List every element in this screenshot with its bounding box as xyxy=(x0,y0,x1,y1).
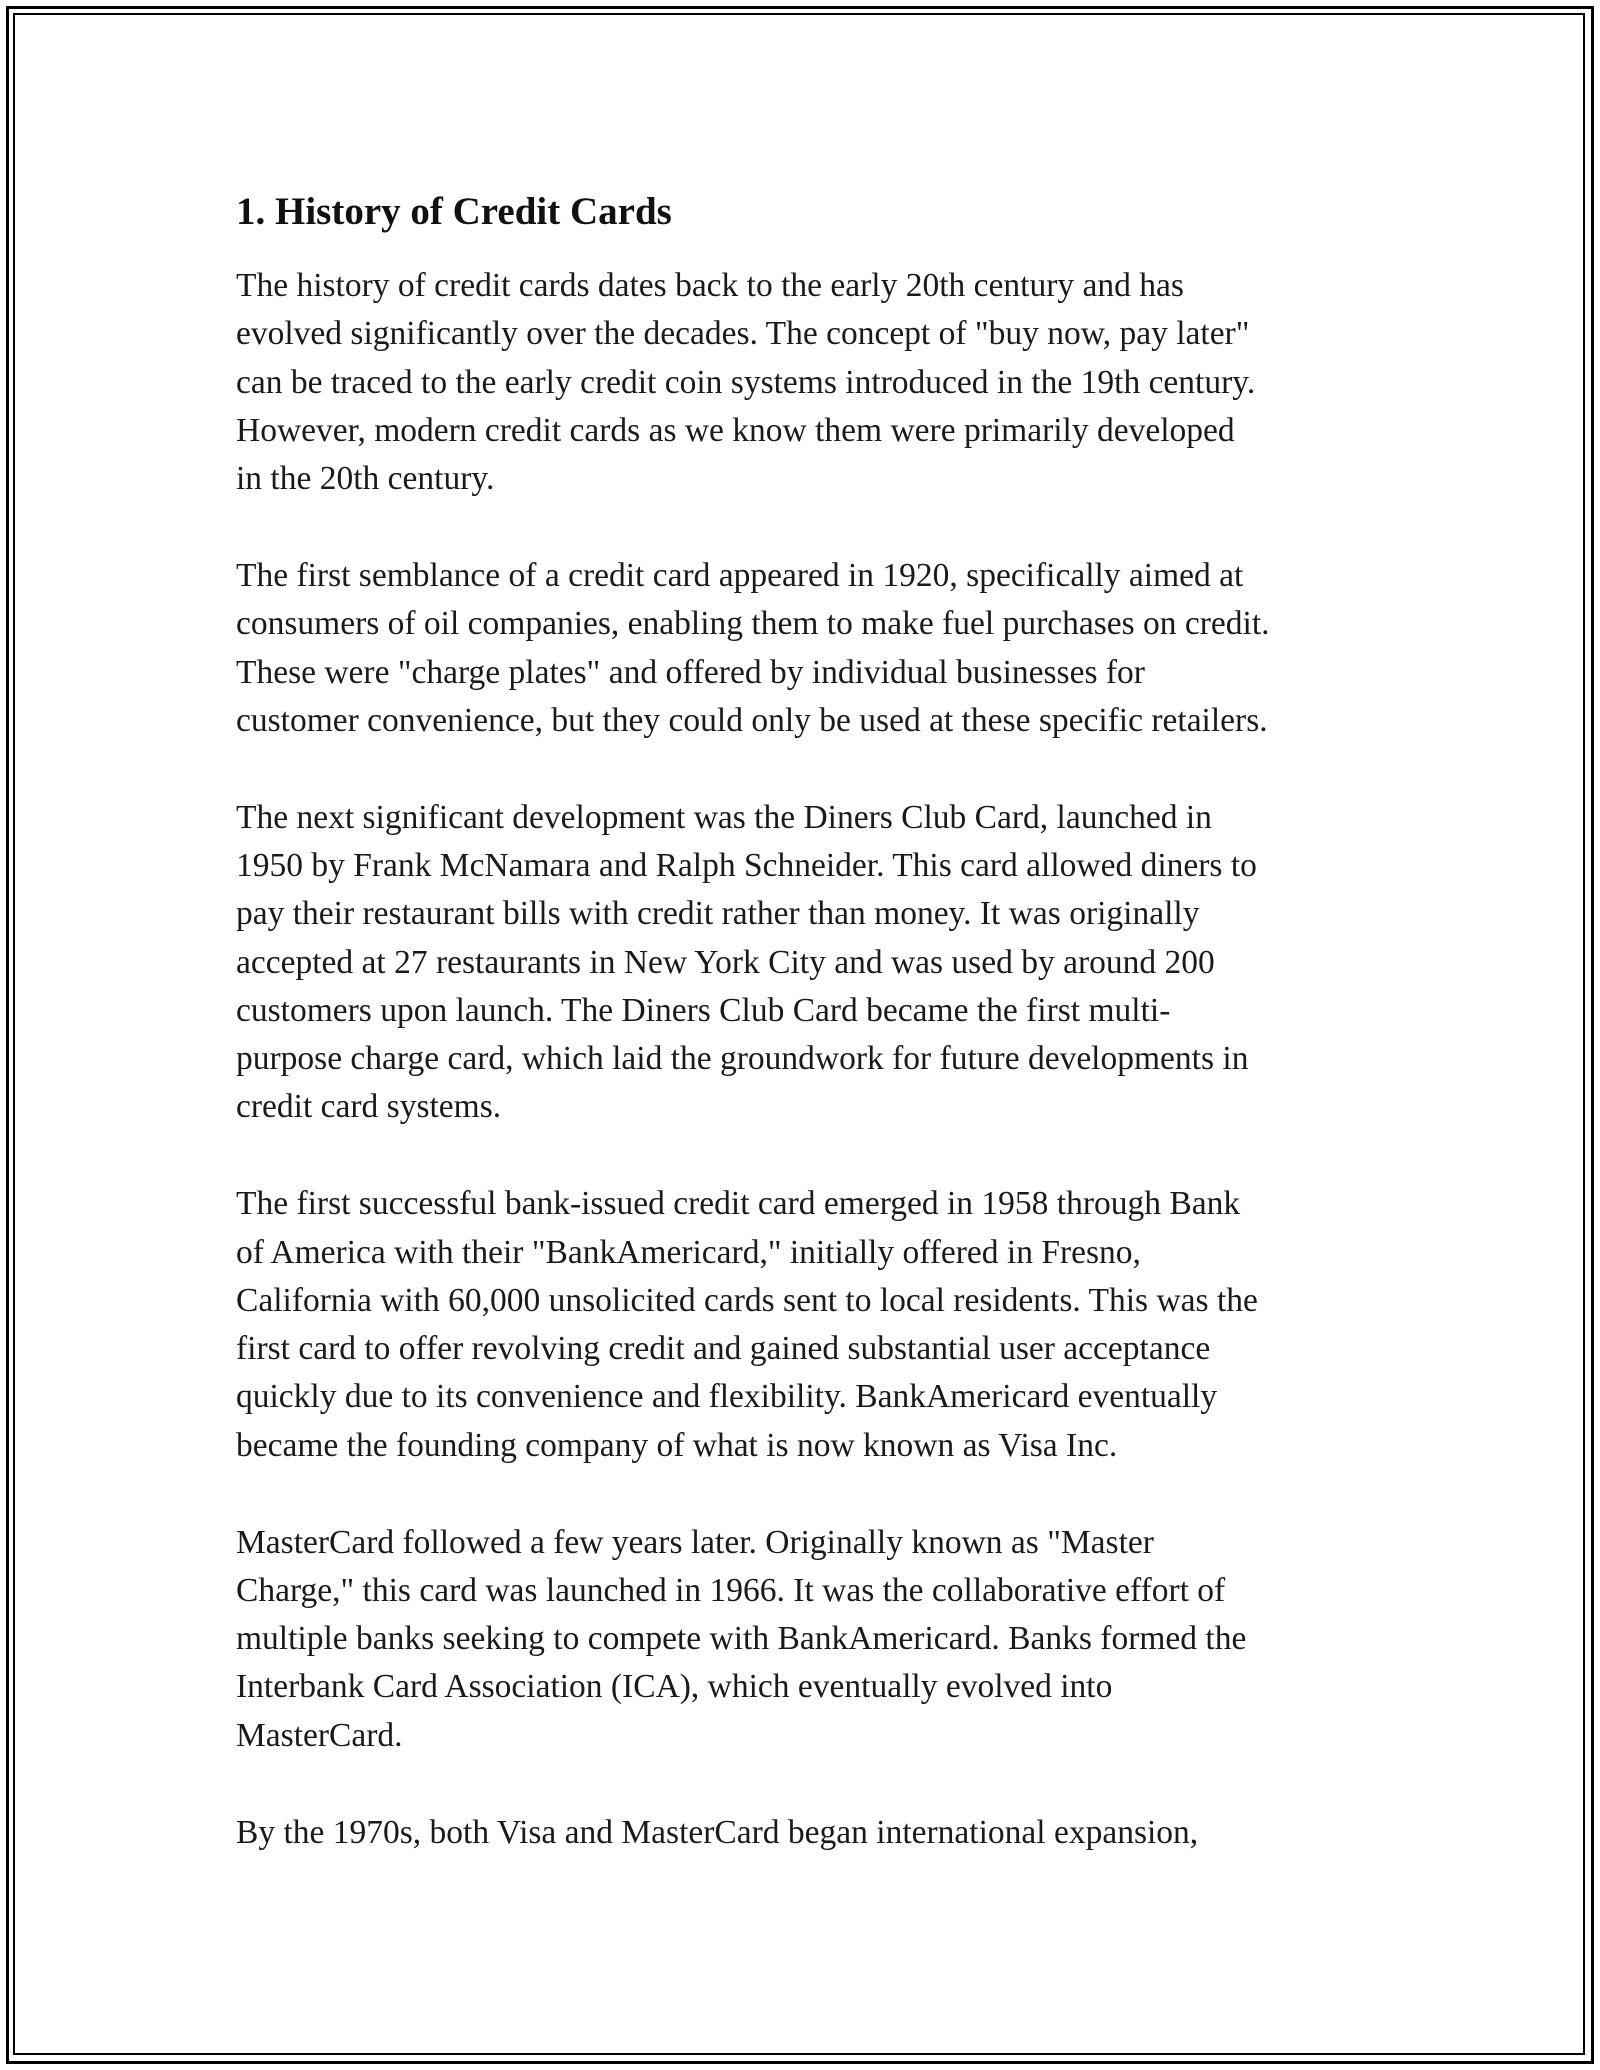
text-line: pay their restaurant bills with credit rather than money. It was originally xyxy=(236,895,1200,933)
section-heading: 1. History of Credit Cards xyxy=(236,190,672,233)
paragraph-charge-plates xyxy=(236,552,1416,745)
text-line: quickly due to its convenience and flexibility. BankAmericard eventually xyxy=(236,1378,1218,1416)
text-line: can be traced to the early credit coin systems introduced in the 19th century. xyxy=(236,363,1256,401)
text-line: first card to offer revolving credit and gained substantial user acceptance xyxy=(236,1330,1211,1368)
text-line: purpose charge card, which laid the groundwork for future developments in xyxy=(236,1040,1249,1078)
text-line: customer convenience, but they could only be used at these specific retailers. xyxy=(236,701,1268,739)
text-line: 1950 by Frank McNamara and Ralph Schneider. This card allowed diners to xyxy=(236,846,1257,884)
text-line: By the 1970s, both Visa and MasterCard began international expansion, xyxy=(236,1813,1199,1851)
text-line: accepted at 27 restaurants in New York City and was used by around 200 xyxy=(236,943,1215,981)
paragraph-intro xyxy=(236,262,1416,503)
text-line: consumers of oil companies, enabling them to make fuel purchases on credit. xyxy=(236,605,1270,643)
text-line: The next significant development was the Diners Club Card, launched in xyxy=(236,798,1212,836)
text-line: MasterCard followed a few years later. Originally known as "Master xyxy=(236,1523,1154,1561)
text-line: Charge," this card was launched in 1966. It was the collaborative effort of xyxy=(236,1571,1226,1609)
text-line: However, modern credit cards as we know them were primarily developed xyxy=(236,411,1235,449)
text-line: of America with their "BankAmericard," initially offered in Fresno, xyxy=(236,1233,1141,1271)
text-line: evolved significantly over the decades. The concept of "buy now, pay later" xyxy=(236,315,1250,353)
text-line: credit card systems. xyxy=(236,1088,502,1126)
text-line: multiple banks seeking to compete with BankAmericard. Banks formed the xyxy=(236,1620,1247,1658)
document-page xyxy=(236,188,1416,1905)
paragraph-mastercard xyxy=(236,1519,1416,1760)
text-line: California with 60,000 unsolicited cards sent to local residents. This was the xyxy=(236,1281,1258,1319)
text-line: The first successful bank-issued credit card emerged in 1958 through Bank xyxy=(236,1185,1241,1223)
text-line: became the founding company of what is now known as Visa Inc. xyxy=(236,1426,1118,1464)
text-line: MasterCard. xyxy=(236,1716,403,1754)
text-line: The history of credit cards dates back to the early 20th century and has xyxy=(236,267,1184,304)
paragraph-diners-club xyxy=(236,794,1416,1132)
text-line: Interbank Card Association (ICA), which eventually evolved into xyxy=(236,1668,1113,1706)
text-line: in the 20th century. xyxy=(236,460,495,498)
text-line: customers upon launch. The Diners Club Card became the first multi- xyxy=(236,991,1171,1029)
text-line: The first semblance of a credit card appeared in 1920, specifically aimed at xyxy=(236,556,1244,594)
paragraph-bankamericard xyxy=(236,1180,1416,1470)
paragraph-international-expansion xyxy=(236,1809,1416,1857)
text-line: These were "charge plates" and offered by individual businesses for xyxy=(236,653,1145,691)
